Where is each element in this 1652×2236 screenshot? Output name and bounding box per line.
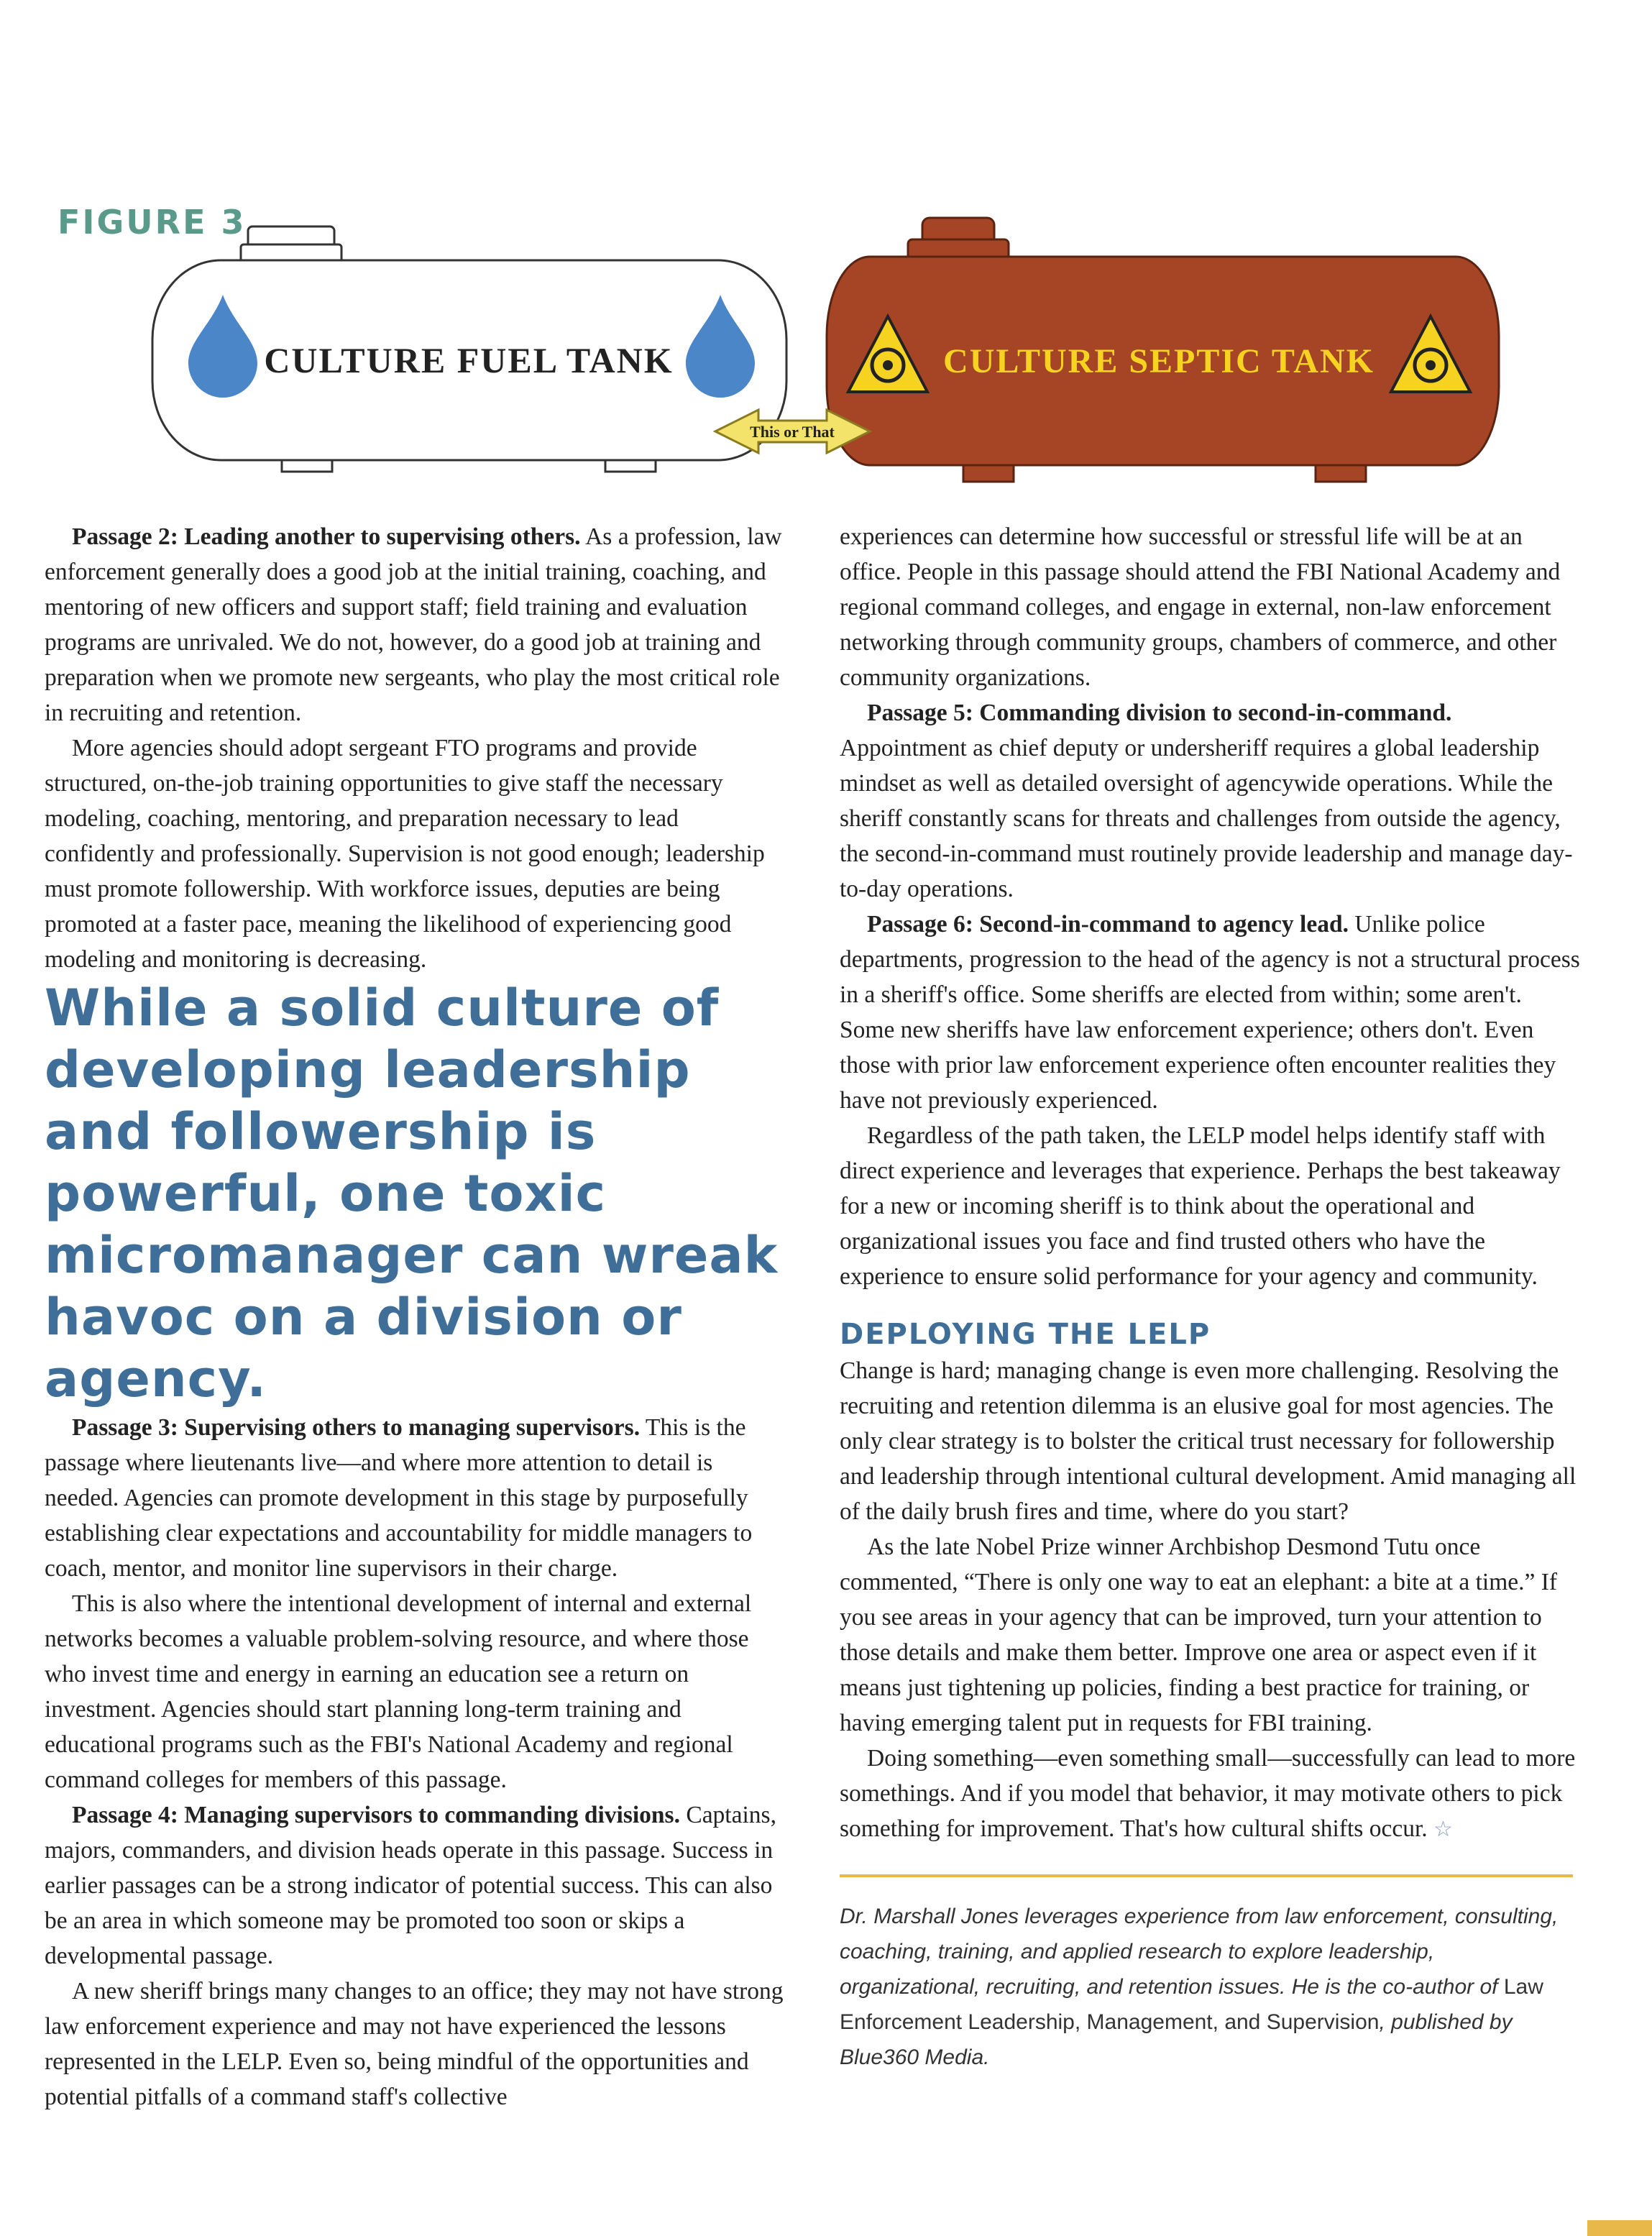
paragraph — [840, 1741, 1580, 1847]
septic-tank — [827, 218, 1499, 482]
paragraph: A new sheriff brings many changes to an office; they may not have strong law enforcement experience and may not have experienced the lessons represented in the LELP. Even so, being mindful of the opportunities and potential pitfalls of a command staff's collective — [45, 1978, 784, 2110]
passage-heading: Passage 4: Managing supervisors to commanding divisions. — [72, 1802, 680, 1828]
bio-text-end: , published by Blue360 Media. — [840, 2010, 1513, 2069]
paragraph-text: Unlike police departments, progression to the head of the agency is not a structural process in a sheriff's office. Some sheriffs are elected from within; some aren't. Some new sheriffs have law enforcement experience; others don't. Even those with prior law enforcement experience often encounter realities they have not previously experienced. — [840, 911, 1580, 1114]
fuel-tank — [152, 226, 786, 472]
paragraph-text: Doing something—even something small—successfully can lead to more somethings. And if you model that behavior, it may motivate others to pick something for improvement. That's how cultural shifts occur. — [840, 1745, 1576, 1842]
arrow-label: This or That — [750, 423, 835, 441]
paragraph-text: Captains, majors, commanders, and division heads operate in this passage. Success in earlier passages can be a strong indicator of potential success. This can also be an area in which someone may be promoted too soon or skips a developmental passage. — [45, 1802, 776, 1969]
paragraph: More agencies should adopt sergeant FTO programs and provide structured, on-the-job training opportunities to give staff the necessary modeling, coaching, mentoring, and preparation necessary to lead confidently and professionally. Supervision is not good enough; leadership must promote followership. With workforce issues, deputies are being promoted at a faster pace, meaning the likelihood of experiencing good modeling and monitoring is decreasing. — [45, 735, 765, 973]
passage-heading: Passage 2: Leading another to supervising others. — [72, 523, 581, 550]
paragraph-text: Appointment as chief deputy or undersheriff requires a global leadership mindset as well as detailed oversight of agencywide operations. While the sheriff constantly scans for threats and challenges from outside the agency, the second-in-command must routinely provide leadership and manage day-to-day operations. — [840, 735, 1573, 902]
left-column — [45, 519, 785, 2114]
paragraph — [45, 519, 785, 730]
paragraph-text: As a profession, law enforcement generally does a good job at the initial training, coaching, and mentoring of new officers and support staff; field training and evaluation programs are unrivaled. We do not, however, do a good job at training and preparation when we promote new sergeants, who play the most critical role in recruiting and retention. — [45, 523, 782, 726]
paragraph: This is also where the intentional development of internal and external networks becomes a valuable problem-solving resource, and where those who invest time and energy in earning an education see a return on investment. Agencies should start planning long-term training and educational programs such as the FBI's National Academy and regional command colleges for members of this passage. — [45, 1590, 752, 1793]
paragraph — [840, 695, 1580, 907]
paragraph: Change is hard; managing change is even more challenging. Resolving the recruiting and retention dilemma is an elusive goal for most agencies. The only clear strategy is to bolster the critical trust necessary for followership and leadership through intentional cultural development. Amid managing all of the daily brush fires and time, where do you start? — [840, 1357, 1577, 1525]
divider-rule — [840, 1874, 1573, 1877]
pull-quote: While a solid culture of developing leadership and followership is powerful, one toxic micromanager can wreak havoc on a division or agency. — [45, 979, 779, 1408]
passage-heading: Passage 3: Supervising others to managing supervisors. — [72, 1414, 641, 1441]
figure-label: FIGURE 3 — [58, 203, 247, 242]
page-corner-tab — [1587, 2220, 1652, 2236]
author-bio — [840, 1899, 1580, 2075]
fuel-tank-label: CULTURE FUEL TANK — [264, 340, 674, 380]
book-title: Law Enforcement Leadership, Management, and Supervision — [840, 1975, 1543, 2034]
paragraph: experiences can determine how successful or stressful life will be at an office. People in this passage should attend the FBI National Academy and regional command colleges, and engage in external, non-law enforcement networking through community groups, chambers of commerce, and other community organizations. — [840, 523, 1561, 691]
paragraph — [45, 1410, 785, 1586]
right-column — [840, 519, 1580, 2075]
paragraph — [45, 1797, 785, 1974]
paragraph: As the late Nobel Prize winner Archbishop Desmond Tutu once commented, “There is only one way to eat an elephant: a bite at a time.” If you see areas in your agency that can be improved, turn your attention to those details and make them better. Improve one area or aspect even if it means just tightening up policies, finding a best practice for training, or having emerging talent put in requests for FBI training. — [840, 1534, 1558, 1736]
paragraph-text: This is the passage where lieutenants live—and where more attention to detail is needed. Agencies can promote development in this stage by purposefully establishing clear expectations and accountability for middle managers to coach, mentor, and monitor line supervisors in their charge. — [45, 1414, 753, 1582]
figure-3-diagram — [0, 0, 1652, 503]
paragraph — [840, 907, 1580, 1118]
bio-text: Dr. Marshall Jones leverages experience from law enforcement, consulting, coaching, training, and applied research to explore leadership, organizational, recruiting, and retention issues. He is the co-author of — [840, 1905, 1559, 1999]
septic-tank-label: CULTURE SEPTIC TANK — [943, 342, 1375, 380]
paragraph: Regardless of the path taken, the LELP model helps identify staff with direct experience and leverages that experience. Perhaps the best takeaway for a new or incoming sheriff is to think about the operational and organizational issues you face and find trusted others who have the experience to ensure solid performance for your agency and community. — [840, 1122, 1561, 1290]
section-heading: DEPLOYING THE LELP — [840, 1318, 1211, 1351]
passage-heading: Passage 6: Second-in-command to agency lead. — [867, 911, 1349, 938]
end-star-icon: ☆ — [1433, 1818, 1453, 1841]
passage-heading: Passage 5: Commanding division to second-in-command. — [867, 700, 1452, 726]
